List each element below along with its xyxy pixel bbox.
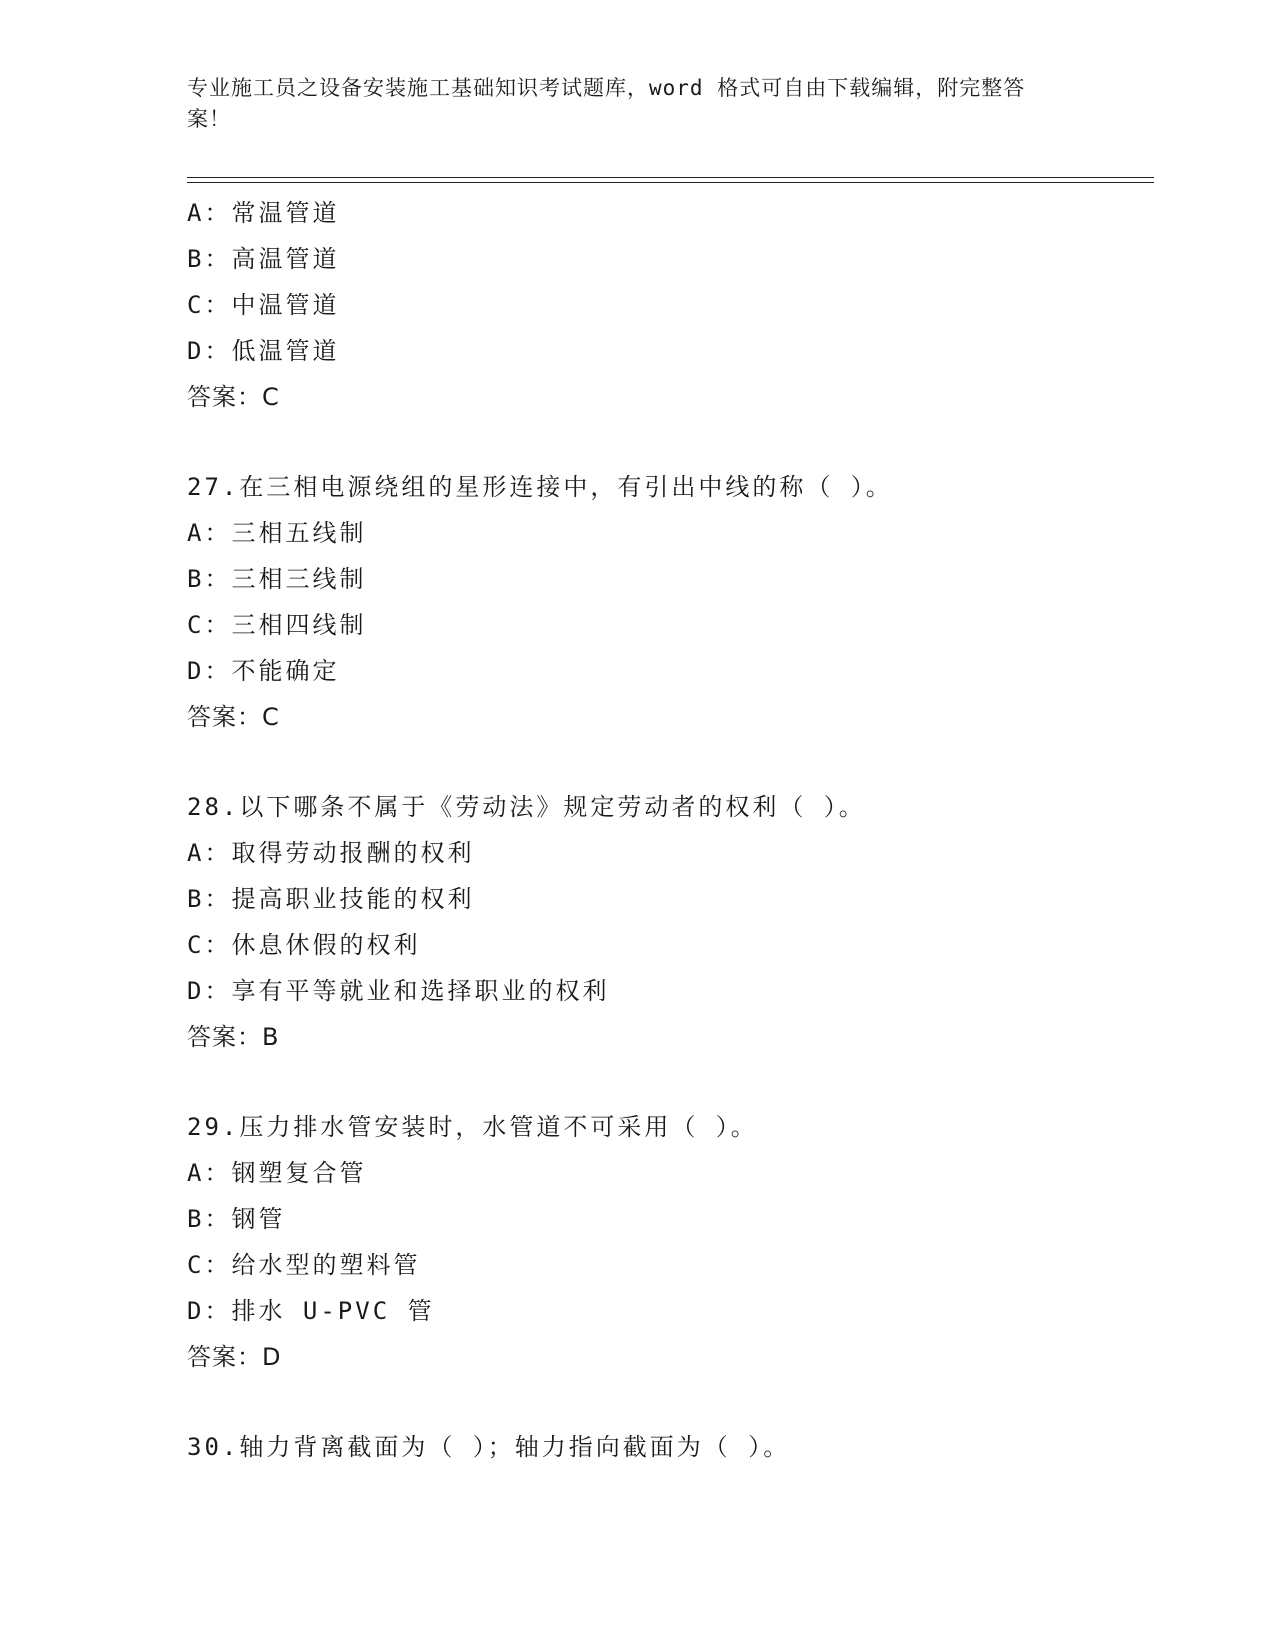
option-c: C：三相四线制 xyxy=(187,611,367,639)
question-list xyxy=(187,190,1154,1470)
option-b: B：提高职业技能的权利 xyxy=(187,885,475,913)
question-spacer xyxy=(187,1380,1154,1424)
question-29: 29.压力排水管安装时，水管道不可采用（ ）。 xyxy=(187,1113,758,1141)
option-d: D：低温管道 xyxy=(187,337,340,365)
answer-line: 答案：D xyxy=(187,1343,282,1371)
option-d: D：享有平等就业和选择职业的权利 xyxy=(187,977,610,1005)
option-a: A：三相五线制 xyxy=(187,519,367,547)
answer-line: 答案：C xyxy=(187,383,280,411)
question-spacer xyxy=(187,740,1154,784)
question-28: 28.以下哪条不属于《劳动法》规定劳动者的权利（ ）。 xyxy=(187,793,866,821)
option-c: C：给水型的塑料管 xyxy=(187,1251,421,1279)
option-a: A：钢塑复合管 xyxy=(187,1159,367,1187)
option-d: D：排水 U-PVC 管 xyxy=(187,1297,435,1325)
option-b: B：钢管 xyxy=(187,1205,286,1233)
option-b: B：三相三线制 xyxy=(187,565,367,593)
option-c: C：中温管道 xyxy=(187,291,340,319)
option-c: C：休息休假的权利 xyxy=(187,931,421,959)
option-a: A：常温管道 xyxy=(187,199,340,227)
question-spacer xyxy=(187,420,1154,464)
question-spacer xyxy=(187,1060,1154,1104)
option-b: B：高温管道 xyxy=(187,245,340,273)
header-rule-top xyxy=(187,177,1154,178)
header-rule-bottom xyxy=(187,182,1154,183)
question-30: 30.轴力背离截面为（ ）；轴力指向截面为（ ）。 xyxy=(187,1433,791,1461)
option-d: D：不能确定 xyxy=(187,657,340,685)
answer-line: 答案：B xyxy=(187,1023,280,1051)
document-header: 专业施工员之设备安装施工基础知识考试题库，word 格式可自由下载编辑，附完整答案！ xyxy=(187,76,1026,131)
option-a: A：取得劳动报酬的权利 xyxy=(187,839,475,867)
answer-line: 答案：C xyxy=(187,703,280,731)
question-27: 27.在三相电源绕组的星形连接中，有引出中线的称（ ）。 xyxy=(187,473,893,501)
